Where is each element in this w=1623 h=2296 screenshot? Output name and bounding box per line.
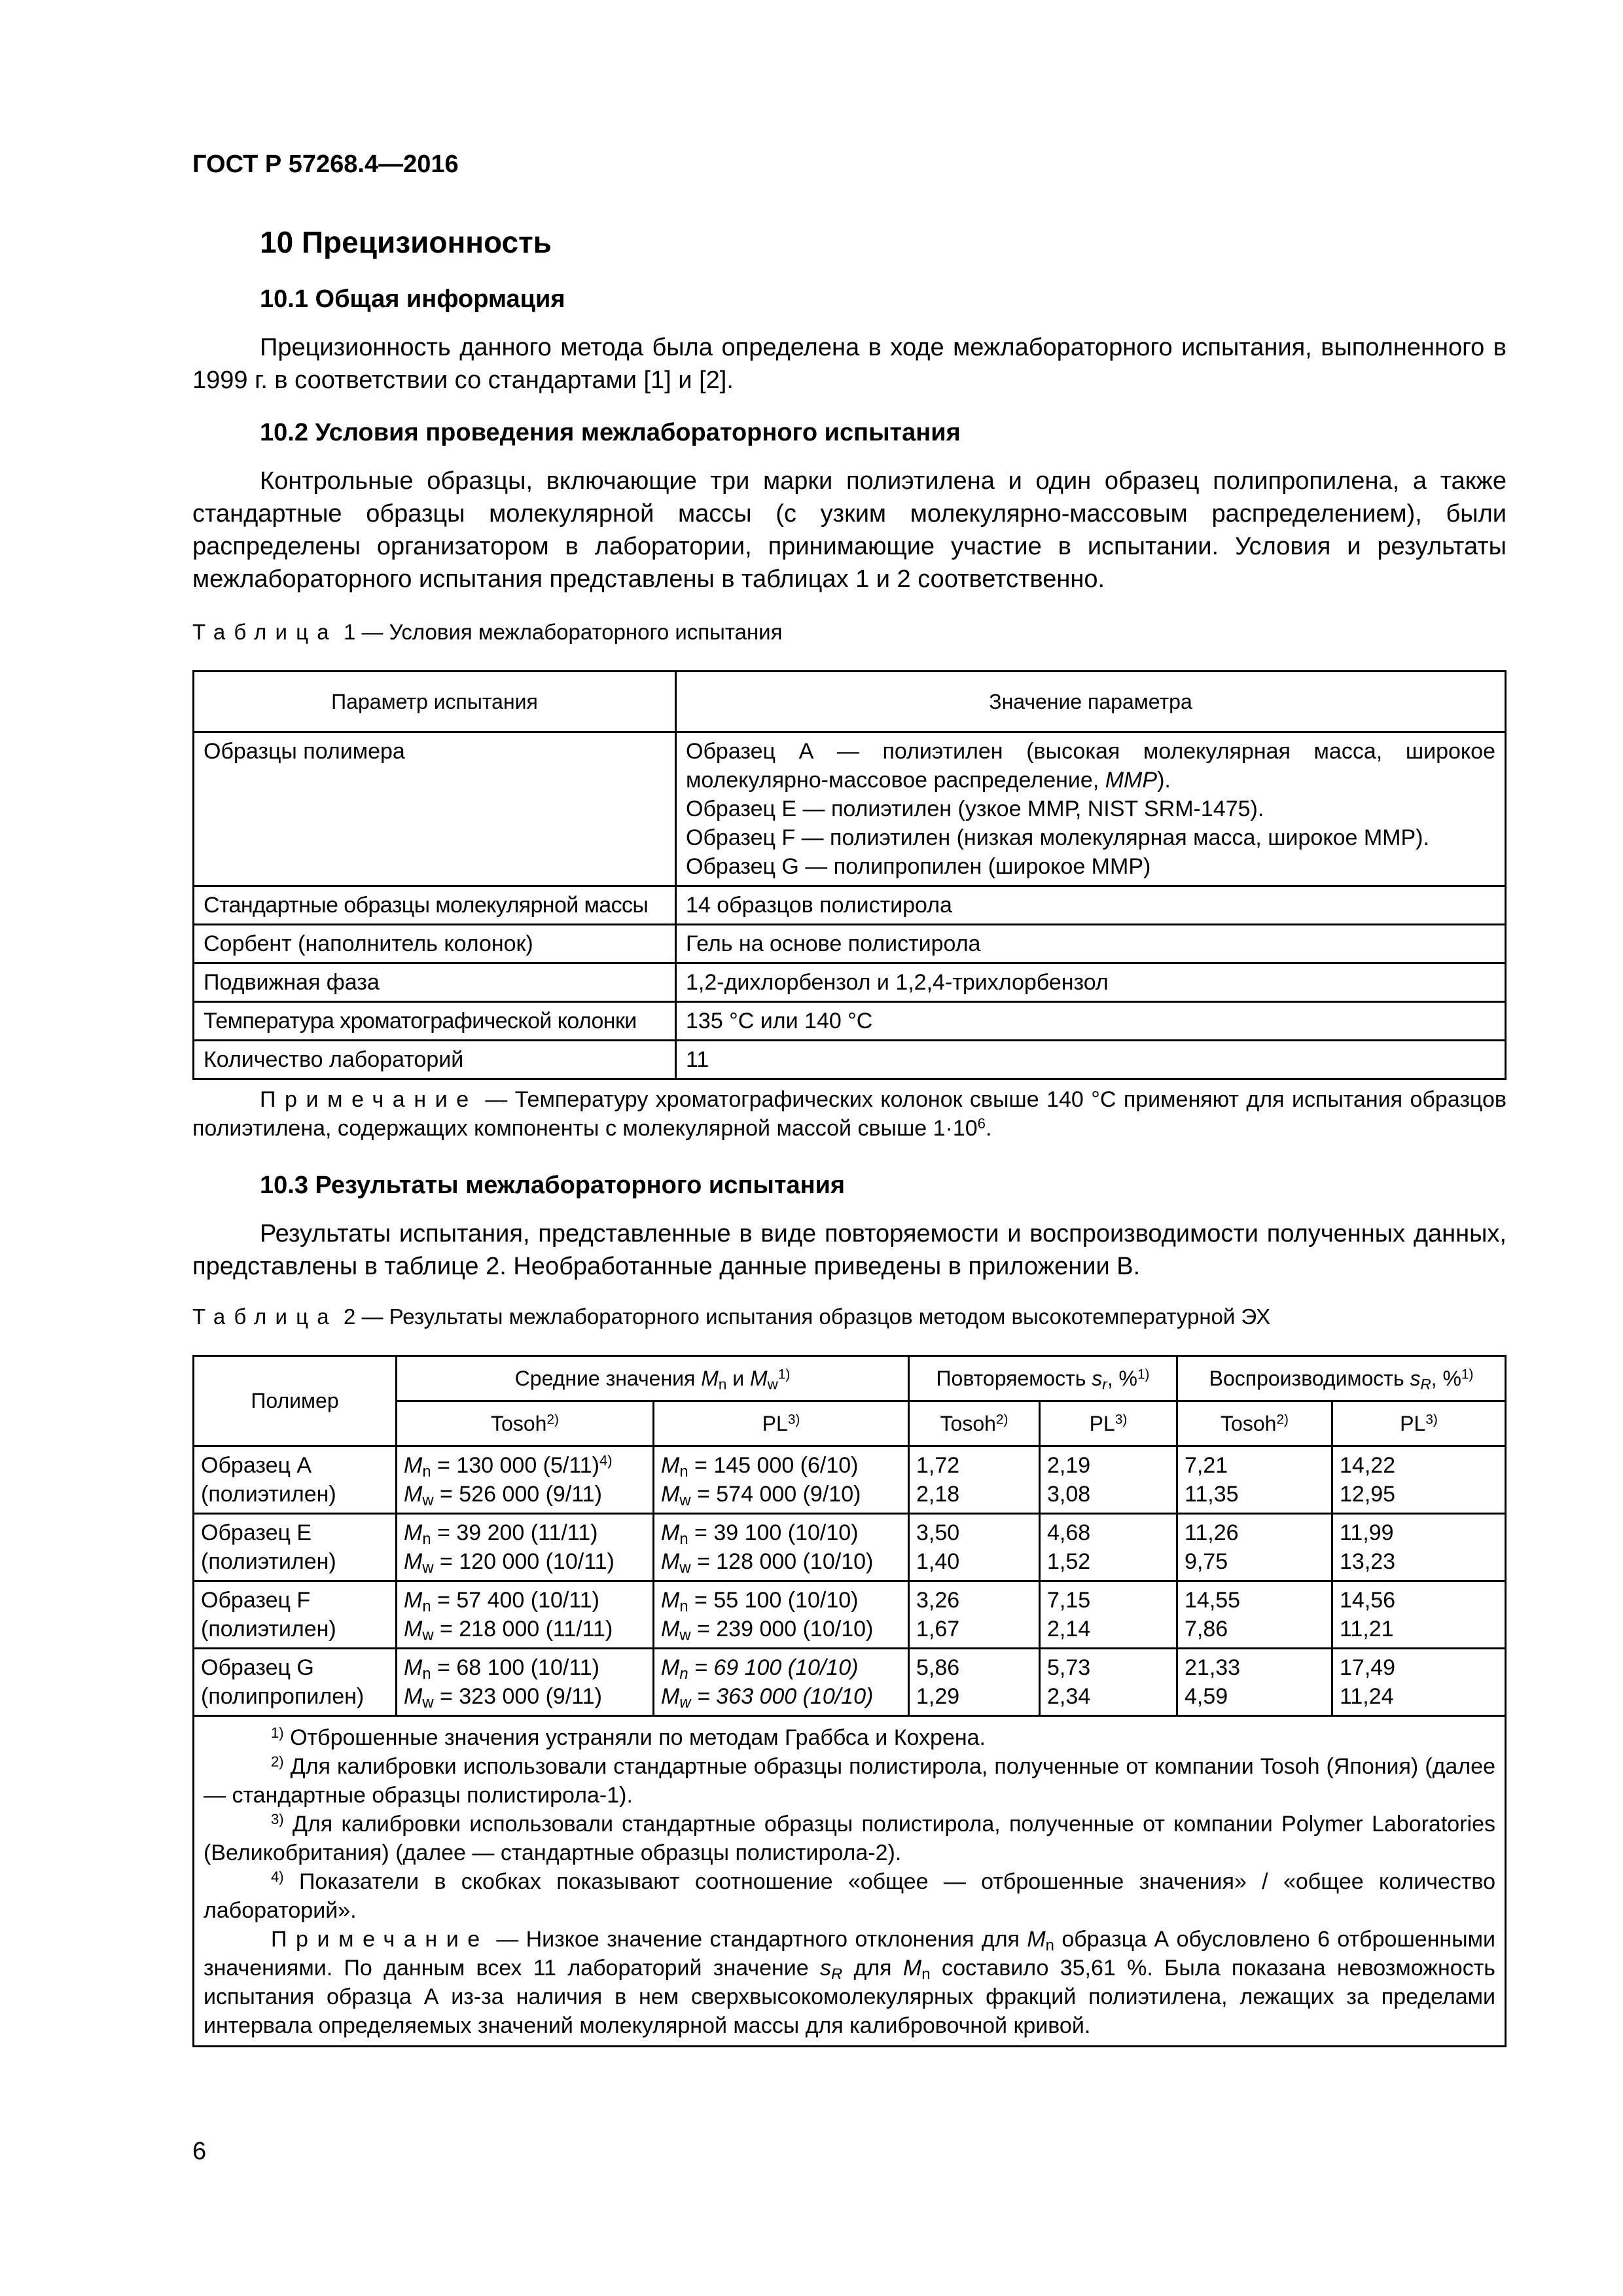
value-text: 2,34 bbox=[1047, 1684, 1091, 1709]
value-text: 2,14 bbox=[1047, 1617, 1091, 1641]
mw-value bbox=[661, 1615, 901, 1643]
repro-tosoh-cell bbox=[1177, 1446, 1332, 1514]
value-text: 11,35 bbox=[1185, 1482, 1239, 1507]
mw-value bbox=[661, 1480, 901, 1509]
table1-cell-label: Количество лабораторий bbox=[194, 1041, 676, 1079]
table2-footnotes-row bbox=[194, 1716, 1506, 2047]
table1-cell-value: 1,2-дихлорбензол и 1,2,4-трихлорбензол bbox=[676, 963, 1506, 1002]
value-text: 1,72 bbox=[916, 1453, 960, 1478]
value-text: 2,18 bbox=[916, 1482, 960, 1507]
mn-value bbox=[661, 1586, 901, 1615]
header-text: Tosoh bbox=[491, 1411, 547, 1435]
value-text: = 574 000 (9/10) bbox=[690, 1482, 861, 1507]
rep-tosoh-cell bbox=[909, 1581, 1040, 1649]
subscript-n: n bbox=[422, 1597, 431, 1615]
header-text: , % bbox=[1431, 1366, 1461, 1390]
table2-header-tosoh bbox=[397, 1401, 654, 1446]
note-end: . bbox=[985, 1116, 992, 1141]
subsection-10-3-title: 10.3 Результаты межлабораторного испытания bbox=[260, 1172, 846, 1199]
subscript-n: n bbox=[679, 1462, 688, 1480]
footnote-mark: 4) bbox=[271, 1868, 284, 1885]
table2-caption bbox=[192, 1302, 1270, 1331]
subsection-10-1-title: 10.1 Общая информация bbox=[260, 285, 565, 313]
symbol-m: M bbox=[701, 1366, 719, 1390]
table1-caption bbox=[192, 618, 783, 647]
table2-footnotes bbox=[194, 1716, 1506, 2047]
note-exponent: 6 bbox=[977, 1115, 986, 1132]
footnote-4 bbox=[204, 1867, 1495, 1925]
value-text: 3,08 bbox=[1047, 1482, 1091, 1507]
note-word: Примечание bbox=[271, 1927, 489, 1952]
polymer-type: (полиэтилен) bbox=[201, 1482, 336, 1507]
note-word: Примечание bbox=[260, 1087, 478, 1112]
subscript-w: w bbox=[422, 1491, 434, 1509]
subsection-10-1-text bbox=[192, 331, 1507, 397]
note-text: для bbox=[842, 1956, 903, 1981]
value-text: 9,75 bbox=[1185, 1549, 1228, 1574]
symbol-m: M bbox=[661, 1617, 680, 1641]
table1-header-value: Значение параметра bbox=[676, 672, 1506, 732]
table-row bbox=[194, 1514, 1506, 1581]
table1-cell-value bbox=[676, 732, 1506, 886]
caption-word: Таблица bbox=[192, 620, 338, 644]
value-text: = 145 000 (6/10) bbox=[688, 1453, 859, 1478]
table-row bbox=[194, 1041, 1506, 1079]
tosoh-averages-cell bbox=[397, 1581, 654, 1649]
pl-averages-cell bbox=[654, 1514, 909, 1581]
table1-note bbox=[192, 1085, 1507, 1143]
symbol-m: M bbox=[1027, 1927, 1046, 1952]
mw-value bbox=[404, 1615, 646, 1643]
polymer-cell bbox=[194, 1514, 397, 1581]
mw-value bbox=[404, 1547, 646, 1576]
symbol-m: M bbox=[404, 1655, 423, 1680]
sample-g-text: Образец G — полипропилен (широкое ММР) bbox=[686, 854, 1151, 879]
table2-body bbox=[194, 1446, 1506, 2047]
subscript-w: w bbox=[422, 1693, 434, 1712]
table1-cell-label: Сорбент (наполнитель колонок) bbox=[194, 925, 676, 963]
value-text: 17,49 bbox=[1340, 1655, 1396, 1680]
value-text: 7,21 bbox=[1185, 1453, 1228, 1478]
value-text: 5,73 bbox=[1047, 1655, 1091, 1680]
mn-value bbox=[661, 1653, 901, 1682]
table1-cell-label: Подвижная фаза bbox=[194, 963, 676, 1002]
value-text: 7,86 bbox=[1185, 1617, 1228, 1641]
footnote-mark: 3) bbox=[787, 1412, 800, 1427]
value-text: 11,26 bbox=[1185, 1520, 1239, 1545]
subscript-n: n bbox=[679, 1664, 688, 1683]
symbol-m: M bbox=[404, 1453, 423, 1478]
mn-value bbox=[404, 1518, 646, 1547]
repro-tosoh-cell bbox=[1177, 1581, 1332, 1649]
footnote-mark: 2) bbox=[995, 1412, 1008, 1427]
subscript-n: n bbox=[921, 1965, 931, 1983]
footnote-mark: 2) bbox=[1276, 1412, 1289, 1427]
polymer-name: Образец F bbox=[201, 1588, 311, 1613]
table2-header-polymer: Полимер bbox=[194, 1356, 397, 1446]
value-text: 11,21 bbox=[1340, 1617, 1394, 1641]
value-text: 21,33 bbox=[1185, 1655, 1241, 1680]
table-row bbox=[194, 732, 1506, 886]
value-text: 1,40 bbox=[916, 1549, 960, 1574]
value-text: 13,23 bbox=[1340, 1549, 1396, 1574]
footnote-mark: 3) bbox=[1425, 1412, 1438, 1427]
footnote-text: Показатели в скобках показывают соотношение «общее — отброшенные значения» / «общее количество лабораторий». bbox=[204, 1869, 1495, 1923]
value-text: = 526 000 (9/11) bbox=[433, 1482, 602, 1507]
table-row bbox=[194, 1446, 1506, 1514]
polymer-cell bbox=[194, 1581, 397, 1649]
value-text: 2,19 bbox=[1047, 1453, 1091, 1478]
table-1 bbox=[192, 670, 1507, 1080]
table1-cell-label: Температура хроматографической колонки bbox=[194, 1002, 676, 1041]
symbol-m: M bbox=[661, 1549, 680, 1574]
symbol-m: M bbox=[661, 1655, 680, 1680]
value-text: 3,26 bbox=[916, 1588, 960, 1613]
header-text: , % bbox=[1107, 1366, 1137, 1390]
value-text: 11,99 bbox=[1340, 1520, 1394, 1545]
symbol-m: M bbox=[661, 1588, 680, 1613]
value-text: 5,86 bbox=[916, 1655, 960, 1680]
subscript-w: w bbox=[422, 1558, 434, 1577]
footnote-mark: 2) bbox=[546, 1412, 559, 1427]
subscript-R: R bbox=[1420, 1376, 1431, 1393]
note-text: образца А обусловлено 6 отброшенными значениями. По данным всех 11 лабораторий значение bbox=[204, 1927, 1495, 1981]
mw-value bbox=[661, 1547, 901, 1576]
value-text: = 57 400 (10/11) bbox=[431, 1588, 599, 1613]
value-text: = 218 000 (11/11) bbox=[433, 1617, 613, 1641]
value-text: = 39 100 (10/10) bbox=[688, 1520, 859, 1545]
value-text: = 55 100 (10/10) bbox=[688, 1588, 859, 1613]
subscript-w: w bbox=[767, 1376, 778, 1393]
value-text: 1,67 bbox=[916, 1617, 960, 1641]
value-text: 14,56 bbox=[1340, 1588, 1396, 1613]
subscript-n: n bbox=[422, 1664, 431, 1683]
footnote-1 bbox=[204, 1723, 1495, 1752]
repro-tosoh-cell bbox=[1177, 1514, 1332, 1581]
table1-header-param: Параметр испытания bbox=[194, 672, 676, 732]
mw-value bbox=[661, 1682, 901, 1711]
value-text: = 120 000 (10/11) bbox=[433, 1549, 615, 1574]
rep-pl-cell bbox=[1040, 1581, 1177, 1649]
table1-cell-value: 11 bbox=[676, 1041, 1506, 1079]
symbol-m: M bbox=[902, 1956, 922, 1981]
table2-header-pl bbox=[654, 1401, 909, 1446]
table1-cell-value: 135 °С или 140 °С bbox=[676, 1002, 1506, 1041]
sample-a-text: Образец А — полиэтилен (высокая молекулярная масса, широкое молекулярно-массовое распределение, bbox=[686, 739, 1495, 793]
polymer-name: Образец А bbox=[201, 1453, 312, 1478]
symbol-m: M bbox=[404, 1520, 423, 1545]
subscript-n: n bbox=[1045, 1936, 1054, 1954]
mn-value bbox=[661, 1451, 901, 1480]
table2-header-pl bbox=[1040, 1401, 1177, 1446]
caption-word: Таблица bbox=[192, 1304, 338, 1329]
table1-cell-value: 14 образцов полистирола bbox=[676, 886, 1506, 925]
footnote-text: Для калибровки использовали стандартные образцы полистирола, полученные от компании Polymer Laboratories (Великобритания) (далее — стандартные образцы полистирола-2). bbox=[204, 1812, 1495, 1865]
footnote-3 bbox=[204, 1810, 1495, 1867]
paragraph-text: Результаты испытания, представленные в виде повторяемости и воспроизводимости полученных данных, представлены в таблице 2. Необработанные данные приведены в приложении В. bbox=[192, 1220, 1507, 1280]
page-number: 6 bbox=[192, 2138, 207, 2165]
table-row bbox=[194, 963, 1506, 1002]
footnote-mark: 3) bbox=[1115, 1412, 1128, 1427]
symbol-m: M bbox=[661, 1684, 680, 1709]
repro-pl-cell bbox=[1332, 1649, 1506, 1716]
table-row bbox=[194, 1002, 1506, 1041]
table2-header-averages bbox=[397, 1356, 909, 1401]
table2-header-repeatability bbox=[909, 1356, 1177, 1401]
pl-averages-cell bbox=[654, 1649, 909, 1716]
value-text: = 69 100 (10/10) bbox=[688, 1655, 859, 1680]
document-header: ГОСТ Р 57268.4—2016 bbox=[192, 151, 459, 178]
footnote-mark: 2) bbox=[271, 1753, 284, 1770]
rep-tosoh-cell bbox=[909, 1649, 1040, 1716]
subscript-w: w bbox=[679, 1626, 691, 1644]
polymer-cell bbox=[194, 1446, 397, 1514]
paragraph-text: Контрольные образцы, включающие три марки полиэтилена и один образец полипропилена, а также стандартные образцы молекулярной массы (с узким молекулярно-массовым распределением), были распределены организатором в лаборатории, принимающие участие в испытании. Условия и результаты межлабораторного испытания представлены в таблицах 1 и 2 соответственно. bbox=[192, 467, 1507, 593]
pl-averages-cell bbox=[654, 1446, 909, 1514]
mw-value bbox=[404, 1682, 646, 1711]
value-text: 14,22 bbox=[1340, 1453, 1396, 1478]
value-text: 12,95 bbox=[1340, 1482, 1396, 1507]
rep-tosoh-cell bbox=[909, 1514, 1040, 1581]
header-text: PL bbox=[1400, 1411, 1426, 1435]
polymer-type: (полиэтилен) bbox=[201, 1549, 336, 1574]
caption-text: 2 — Результаты межлабораторного испытания образцов методом высокотемпературной ЭХ bbox=[337, 1304, 1271, 1329]
footnote-text: Отброшенные значения устраняли по методам Граббса и Кохрена. bbox=[283, 1725, 986, 1750]
note-text: — Низкое значение стандартного отклонения для bbox=[488, 1927, 1027, 1952]
table2-header-tosoh bbox=[1177, 1401, 1332, 1446]
value-text: 14,55 bbox=[1185, 1588, 1241, 1613]
symbol-m: M bbox=[404, 1482, 423, 1507]
repro-pl-cell bbox=[1332, 1514, 1506, 1581]
value-text: = 323 000 (9/11) bbox=[433, 1684, 602, 1709]
symbol-s: s bbox=[1092, 1366, 1103, 1390]
footnote-mark: 1) bbox=[271, 1724, 284, 1741]
repro-pl-cell bbox=[1332, 1446, 1506, 1514]
table2-header-reproducibility bbox=[1177, 1356, 1506, 1401]
table2-header-pl bbox=[1332, 1401, 1506, 1446]
subscript-R: R bbox=[831, 1965, 843, 1983]
table2-header-row bbox=[194, 1356, 1506, 1401]
symbol-s: s bbox=[820, 1956, 831, 1981]
repro-tosoh-cell bbox=[1177, 1649, 1332, 1716]
footnote-mark: 1) bbox=[1137, 1367, 1150, 1382]
tosoh-averages-cell bbox=[397, 1514, 654, 1581]
subscript-n: n bbox=[679, 1597, 688, 1615]
polymer-cell bbox=[194, 1649, 397, 1716]
note-text: составило 35,61 %. Была показана невозможность испытания образца А из-за наличия в нем сверхвысокомолекулярных фракций полиэтилена, лежащих за пределами интервала определяемых значений молекулярной массы для калибровочной кривой. bbox=[204, 1956, 1496, 2038]
symbol-m: M bbox=[404, 1684, 423, 1709]
value-text: 3,50 bbox=[916, 1520, 960, 1545]
footnote-2 bbox=[204, 1752, 1495, 1810]
subscript-r: r bbox=[1102, 1376, 1107, 1393]
header-text: Средние значения bbox=[514, 1366, 702, 1390]
polymer-type: (полипропилен) bbox=[201, 1684, 365, 1709]
table2-note bbox=[204, 1925, 1495, 2040]
subscript-n: n bbox=[718, 1376, 727, 1393]
mn-value bbox=[404, 1451, 646, 1480]
header-text: Повторяемость bbox=[936, 1366, 1092, 1390]
value-text: 7,15 bbox=[1047, 1588, 1091, 1613]
subsection-10-2-text bbox=[192, 465, 1507, 596]
value-text: = 363 000 (10/10) bbox=[690, 1684, 874, 1709]
value-text: 1,29 bbox=[916, 1684, 960, 1709]
rep-pl-cell bbox=[1040, 1649, 1177, 1716]
symbol-m: M bbox=[404, 1588, 423, 1613]
polymer-name: Образец Е bbox=[201, 1520, 312, 1545]
section-title: 10 Прецизионность bbox=[260, 225, 552, 259]
paragraph-text: Прецизионность данного метода была определена в ходе межлабораторного испытания, выполненного в 1999 г. в соответствии со стандартами [1] и [2]. bbox=[192, 334, 1507, 394]
rep-pl-cell bbox=[1040, 1514, 1177, 1581]
sample-a-end: ). bbox=[1157, 768, 1171, 793]
value-text: 4,59 bbox=[1185, 1684, 1228, 1709]
header-text: и bbox=[726, 1366, 750, 1390]
table1-cell-label: Образцы полимера bbox=[194, 732, 676, 886]
rep-tosoh-cell bbox=[909, 1446, 1040, 1514]
header-text: Tosoh bbox=[1221, 1411, 1277, 1435]
value-text: = 39 200 (11/11) bbox=[431, 1520, 598, 1545]
mn-value bbox=[661, 1518, 901, 1547]
subscript-w: w bbox=[422, 1626, 434, 1644]
table-2 bbox=[192, 1355, 1507, 2047]
header-text: Tosoh bbox=[940, 1411, 996, 1435]
pl-averages-cell bbox=[654, 1581, 909, 1649]
symbol-s: s bbox=[1410, 1366, 1421, 1390]
table2-header-tosoh bbox=[909, 1401, 1040, 1446]
subscript-n: n bbox=[422, 1530, 431, 1548]
symbol-m: M bbox=[750, 1366, 768, 1390]
table-row bbox=[194, 886, 1506, 925]
mn-value bbox=[404, 1653, 646, 1682]
value-text: = 68 100 (10/11) bbox=[431, 1655, 599, 1680]
symbol-m: M bbox=[661, 1453, 680, 1478]
value-text: 11,24 bbox=[1340, 1684, 1394, 1709]
subsection-10-3-text bbox=[192, 1217, 1507, 1283]
table-row bbox=[194, 925, 1506, 963]
repro-pl-cell bbox=[1332, 1581, 1506, 1649]
footnote-text: Для калибровки использовали стандартные образцы полистирола, полученные от компании Tosoh (Япония) (далее — стандартные образцы полистирола-1). bbox=[204, 1754, 1495, 1808]
subscript-w: w bbox=[679, 1558, 691, 1577]
value-text: 1,52 bbox=[1047, 1549, 1091, 1574]
subscript-w: w bbox=[679, 1693, 691, 1712]
sample-f-text: Образец F — полиэтилен (низкая молекулярная масса, широкое ММР). bbox=[686, 825, 1429, 850]
header-text: PL bbox=[762, 1411, 788, 1435]
note-text: — Температуру хроматографических колонок свыше 140 °С применяют для испытания образцов полиэтилена, содержащих компоненты с молекулярной массой свыше 1·10 bbox=[192, 1087, 1507, 1141]
table-row bbox=[194, 1649, 1506, 1716]
table1-header-row bbox=[194, 672, 1506, 732]
table-row bbox=[194, 1581, 1506, 1649]
subsection-10-2-title: 10.2 Условия проведения межлабораторного испытания bbox=[260, 419, 961, 446]
subscript-n: n bbox=[422, 1462, 431, 1480]
header-text: Воспроизводимость bbox=[1209, 1366, 1410, 1390]
value-text: 4,68 bbox=[1047, 1520, 1091, 1545]
mn-value bbox=[404, 1586, 646, 1615]
mw-value bbox=[404, 1480, 646, 1509]
table1-cell-value: Гель на основе полистирола bbox=[676, 925, 1506, 963]
value-text: = 239 000 (10/10) bbox=[690, 1617, 874, 1641]
polymer-type: (полиэтилен) bbox=[201, 1617, 336, 1641]
tosoh-averages-cell bbox=[397, 1446, 654, 1514]
sample-a-abbr: ММР bbox=[1105, 768, 1158, 793]
symbol-m: M bbox=[404, 1617, 423, 1641]
subscript-w: w bbox=[679, 1491, 691, 1509]
subscript-n: n bbox=[679, 1530, 688, 1548]
value-text: = 130 000 (5/11) bbox=[431, 1453, 599, 1478]
tosoh-averages-cell bbox=[397, 1649, 654, 1716]
footnote-mark: 1) bbox=[1461, 1367, 1474, 1382]
symbol-m: M bbox=[661, 1520, 680, 1545]
symbol-m: M bbox=[661, 1482, 680, 1507]
polymer-name: Образец G bbox=[201, 1655, 314, 1680]
sample-e-text: Образец Е — полиэтилен (узкое ММР, NIST SRM-1475). bbox=[686, 797, 1264, 821]
footnote-mark: 4) bbox=[599, 1452, 613, 1469]
table1-cell-label: Стандартные образцы молекулярной массы bbox=[194, 886, 676, 925]
caption-text: 1 — Условия межлабораторного испытания bbox=[337, 620, 783, 644]
symbol-m: M bbox=[404, 1549, 423, 1574]
footnote-mark: 1) bbox=[777, 1367, 791, 1382]
rep-pl-cell bbox=[1040, 1446, 1177, 1514]
value-text: = 128 000 (10/10) bbox=[690, 1549, 874, 1574]
footnote-mark: 3) bbox=[271, 1810, 284, 1827]
header-text: PL bbox=[1089, 1411, 1115, 1435]
